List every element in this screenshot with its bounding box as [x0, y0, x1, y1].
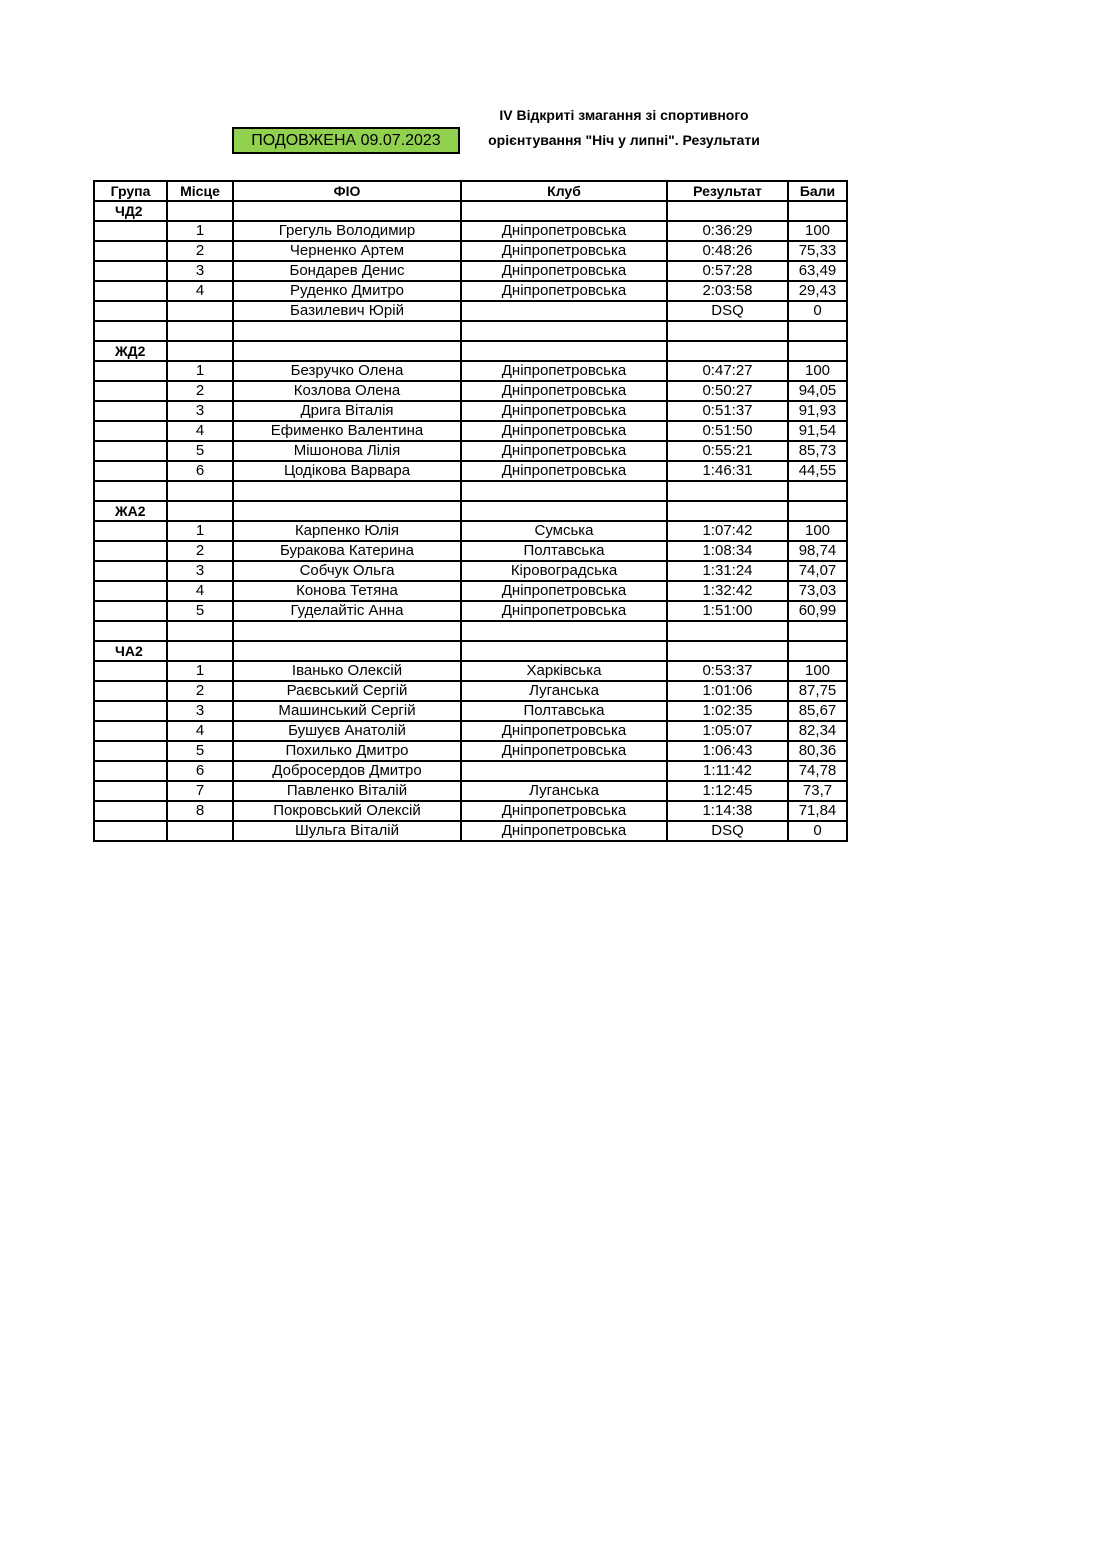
place-cell: 2 [167, 681, 233, 701]
name-cell: Грегуль Володимир [233, 221, 461, 241]
table-row [94, 381, 847, 401]
result-cell [667, 621, 788, 641]
group-cell [94, 621, 167, 641]
group-cell [94, 481, 167, 501]
club-cell [461, 761, 667, 781]
place-cell: 8 [167, 801, 233, 821]
name-cell [233, 321, 461, 341]
table-row [94, 361, 847, 381]
place-cell: 6 [167, 461, 233, 481]
name-cell: Раєвський Сергій [233, 681, 461, 701]
points-cell: 29,43 [788, 281, 847, 301]
table-row [94, 481, 847, 501]
club-cell: Кіровоградська [461, 561, 667, 581]
club-cell: Харківська [461, 661, 667, 681]
name-cell [233, 641, 461, 661]
place-cell [167, 321, 233, 341]
group-cell [94, 301, 167, 321]
result-cell: 0:48:26 [667, 241, 788, 261]
points-cell: 0 [788, 301, 847, 321]
club-cell: Луганська [461, 681, 667, 701]
group-cell [94, 441, 167, 461]
group-cell [94, 381, 167, 401]
group-cell [94, 421, 167, 441]
name-cell: Мішонова Лілія [233, 441, 461, 461]
place-cell: 1 [167, 361, 233, 381]
name-cell: Цодікова Варвара [233, 461, 461, 481]
club-cell [461, 341, 667, 361]
table-row [94, 421, 847, 441]
result-cell: 1:07:42 [667, 521, 788, 541]
table-row [94, 461, 847, 481]
club-cell: Дніпропетровська [461, 221, 667, 241]
result-cell: 1:06:43 [667, 741, 788, 761]
table-row [94, 781, 847, 801]
club-cell [461, 641, 667, 661]
group-cell [94, 741, 167, 761]
points-cell: 73,03 [788, 581, 847, 601]
result-cell: 0:51:37 [667, 401, 788, 421]
place-cell: 4 [167, 281, 233, 301]
table-row [94, 281, 847, 301]
group-cell [94, 261, 167, 281]
club-cell: Дніпропетровська [461, 741, 667, 761]
club-cell [461, 501, 667, 521]
club-cell [461, 321, 667, 341]
points-cell: 87,75 [788, 681, 847, 701]
group-cell [94, 401, 167, 421]
table-row [94, 401, 847, 421]
club-cell: Дніпропетровська [461, 361, 667, 381]
points-cell: 75,33 [788, 241, 847, 261]
name-cell [233, 201, 461, 221]
club-cell: Дніпропетровська [461, 401, 667, 421]
points-cell: 82,34 [788, 721, 847, 741]
points-cell: 100 [788, 521, 847, 541]
result-cell [667, 341, 788, 361]
table-row [94, 441, 847, 461]
place-cell: 1 [167, 521, 233, 541]
name-cell: Козлова Олена [233, 381, 461, 401]
club-cell: Дніпропетровська [461, 581, 667, 601]
group-cell [94, 561, 167, 581]
points-cell: 74,07 [788, 561, 847, 581]
points-cell: 100 [788, 661, 847, 681]
club-cell: Сумська [461, 521, 667, 541]
table-row [94, 301, 847, 321]
name-cell: Дрига Віталія [233, 401, 461, 421]
place-cell [167, 481, 233, 501]
table-row [94, 681, 847, 701]
group-cell [94, 241, 167, 261]
table-row [94, 261, 847, 281]
table-row [94, 321, 847, 341]
group-cell [94, 681, 167, 701]
result-cell: DSQ [667, 821, 788, 841]
club-cell [461, 201, 667, 221]
place-cell: 5 [167, 741, 233, 761]
club-cell: Дніпропетровська [461, 441, 667, 461]
club-cell [461, 481, 667, 501]
club-cell: Дніпропетровська [461, 821, 667, 841]
result-cell: 1:01:06 [667, 681, 788, 701]
place-cell: 5 [167, 441, 233, 461]
place-cell: 3 [167, 701, 233, 721]
points-cell: 71,84 [788, 801, 847, 821]
table-header-row [94, 181, 847, 201]
table-row [94, 741, 847, 761]
place-cell [167, 301, 233, 321]
club-cell: Дніпропетровська [461, 721, 667, 741]
header-points: Бали [788, 181, 847, 201]
result-cell: 1:02:35 [667, 701, 788, 721]
place-cell [167, 821, 233, 841]
points-cell: 60,99 [788, 601, 847, 621]
group-cell [94, 701, 167, 721]
name-cell: Руденко Дмитро [233, 281, 461, 301]
points-cell: 73,7 [788, 781, 847, 801]
result-cell: 1:08:34 [667, 541, 788, 561]
name-cell: Конова Тетяна [233, 581, 461, 601]
group-cell: ЖД2 [94, 341, 167, 361]
result-cell: 1:05:07 [667, 721, 788, 741]
results-body [94, 201, 847, 841]
result-cell: 0:51:50 [667, 421, 788, 441]
name-cell [233, 481, 461, 501]
name-cell: Покровський Олексій [233, 801, 461, 821]
points-cell: 0 [788, 821, 847, 841]
result-cell: 0:53:37 [667, 661, 788, 681]
club-cell [461, 301, 667, 321]
place-cell: 6 [167, 761, 233, 781]
group-cell [94, 661, 167, 681]
result-cell: 0:47:27 [667, 361, 788, 381]
points-cell: 85,67 [788, 701, 847, 721]
table-row [94, 221, 847, 241]
result-cell [667, 641, 788, 661]
table-row [94, 721, 847, 741]
points-cell [788, 321, 847, 341]
table-row [94, 241, 847, 261]
points-cell: 85,73 [788, 441, 847, 461]
place-cell: 1 [167, 661, 233, 681]
header-result: Результат [667, 181, 788, 201]
result-cell: 0:36:29 [667, 221, 788, 241]
page-title [466, 103, 782, 153]
table-row [94, 621, 847, 641]
points-cell [788, 341, 847, 361]
points-cell: 100 [788, 361, 847, 381]
table-row [94, 761, 847, 781]
club-cell: Полтавська [461, 701, 667, 721]
result-cell: 1:14:38 [667, 801, 788, 821]
club-cell: Дніпропетровська [461, 421, 667, 441]
group-cell [94, 281, 167, 301]
place-cell: 5 [167, 601, 233, 621]
group-cell [94, 761, 167, 781]
place-cell [167, 201, 233, 221]
header-name: ФІО [233, 181, 461, 201]
name-cell: Бушуєв Анатолій [233, 721, 461, 741]
points-cell [788, 641, 847, 661]
page-title-line-1: IV Відкриті змагання зі спортивного [499, 107, 749, 123]
name-cell [233, 621, 461, 641]
group-cell [94, 521, 167, 541]
points-cell: 63,49 [788, 261, 847, 281]
group-cell: ЧА2 [94, 641, 167, 661]
name-cell: Черненко Артем [233, 241, 461, 261]
points-cell: 44,55 [788, 461, 847, 481]
place-cell [167, 621, 233, 641]
name-cell: Похилько Дмитро [233, 741, 461, 761]
points-cell [788, 501, 847, 521]
points-cell [788, 201, 847, 221]
result-cell [667, 501, 788, 521]
name-cell: Іванько Олексій [233, 661, 461, 681]
place-cell: 4 [167, 421, 233, 441]
points-cell [788, 621, 847, 641]
name-cell: Безручко Олена [233, 361, 461, 381]
status-badge: ПОДОВЖЕНА 09.07.2023 [232, 127, 460, 154]
result-cell: 1:11:42 [667, 761, 788, 781]
table-row [94, 341, 847, 361]
points-cell: 98,74 [788, 541, 847, 561]
result-cell [667, 481, 788, 501]
table-row [94, 521, 847, 541]
result-cell: 1:12:45 [667, 781, 788, 801]
place-cell: 3 [167, 561, 233, 581]
name-cell: Карпенко Юлія [233, 521, 461, 541]
club-cell: Дніпропетровська [461, 241, 667, 261]
result-cell: 1:51:00 [667, 601, 788, 621]
place-cell: 3 [167, 261, 233, 281]
points-cell: 80,36 [788, 741, 847, 761]
points-cell: 91,93 [788, 401, 847, 421]
place-cell [167, 641, 233, 661]
place-cell: 2 [167, 241, 233, 261]
club-cell: Луганська [461, 781, 667, 801]
table-row [94, 201, 847, 221]
club-cell: Полтавська [461, 541, 667, 561]
result-cell [667, 321, 788, 341]
name-cell: Павленко Віталій [233, 781, 461, 801]
group-cell [94, 321, 167, 341]
table-row [94, 821, 847, 841]
club-cell [461, 621, 667, 641]
club-cell: Дніпропетровська [461, 461, 667, 481]
name-cell: Собчук Ольга [233, 561, 461, 581]
group-cell: ЧД2 [94, 201, 167, 221]
group-cell [94, 361, 167, 381]
group-cell [94, 781, 167, 801]
name-cell: Машинський Сергій [233, 701, 461, 721]
group-cell [94, 801, 167, 821]
result-cell: 0:50:27 [667, 381, 788, 401]
place-cell: 3 [167, 401, 233, 421]
points-cell: 91,54 [788, 421, 847, 441]
group-cell [94, 721, 167, 741]
points-cell [788, 481, 847, 501]
name-cell: Добросердов Дмитро [233, 761, 461, 781]
place-cell: 4 [167, 581, 233, 601]
group-cell: ЖА2 [94, 501, 167, 521]
name-cell: Буракова Катерина [233, 541, 461, 561]
result-cell: 1:31:24 [667, 561, 788, 581]
name-cell [233, 341, 461, 361]
table-row [94, 801, 847, 821]
name-cell [233, 501, 461, 521]
table-row [94, 581, 847, 601]
place-cell [167, 341, 233, 361]
club-cell: Дніпропетровська [461, 281, 667, 301]
result-cell: 0:55:21 [667, 441, 788, 461]
result-cell: 0:57:28 [667, 261, 788, 281]
result-cell: 1:46:31 [667, 461, 788, 481]
place-cell: 7 [167, 781, 233, 801]
place-cell: 2 [167, 381, 233, 401]
group-cell [94, 581, 167, 601]
table-row [94, 541, 847, 561]
table-row [94, 701, 847, 721]
result-cell [667, 201, 788, 221]
club-cell: Дніпропетровська [461, 381, 667, 401]
page-title-line-2: орієнтування "Ніч у липні". Результати [488, 132, 760, 148]
header-club: Клуб [461, 181, 667, 201]
group-cell [94, 601, 167, 621]
result-cell: 2:03:58 [667, 281, 788, 301]
table-row [94, 661, 847, 681]
table-row [94, 501, 847, 521]
results-table [93, 180, 848, 842]
place-cell: 4 [167, 721, 233, 741]
place-cell [167, 501, 233, 521]
table-row [94, 561, 847, 581]
group-cell [94, 541, 167, 561]
result-cell: 1:32:42 [667, 581, 788, 601]
name-cell: Ефименко Валентина [233, 421, 461, 441]
header-group: Група [94, 181, 167, 201]
club-cell: Дніпропетровська [461, 601, 667, 621]
name-cell: Шульга Віталій [233, 821, 461, 841]
table-row [94, 641, 847, 661]
place-cell: 2 [167, 541, 233, 561]
group-cell [94, 461, 167, 481]
result-cell: DSQ [667, 301, 788, 321]
club-cell: Дніпропетровська [461, 801, 667, 821]
header-place: Місце [167, 181, 233, 201]
group-cell [94, 821, 167, 841]
points-cell: 94,05 [788, 381, 847, 401]
group-cell [94, 221, 167, 241]
table-row [94, 601, 847, 621]
points-cell: 74,78 [788, 761, 847, 781]
points-cell: 100 [788, 221, 847, 241]
name-cell: Базилевич Юрій [233, 301, 461, 321]
place-cell: 1 [167, 221, 233, 241]
club-cell: Дніпропетровська [461, 261, 667, 281]
name-cell: Гуделайтіс Анна [233, 601, 461, 621]
name-cell: Бондарев Денис [233, 261, 461, 281]
